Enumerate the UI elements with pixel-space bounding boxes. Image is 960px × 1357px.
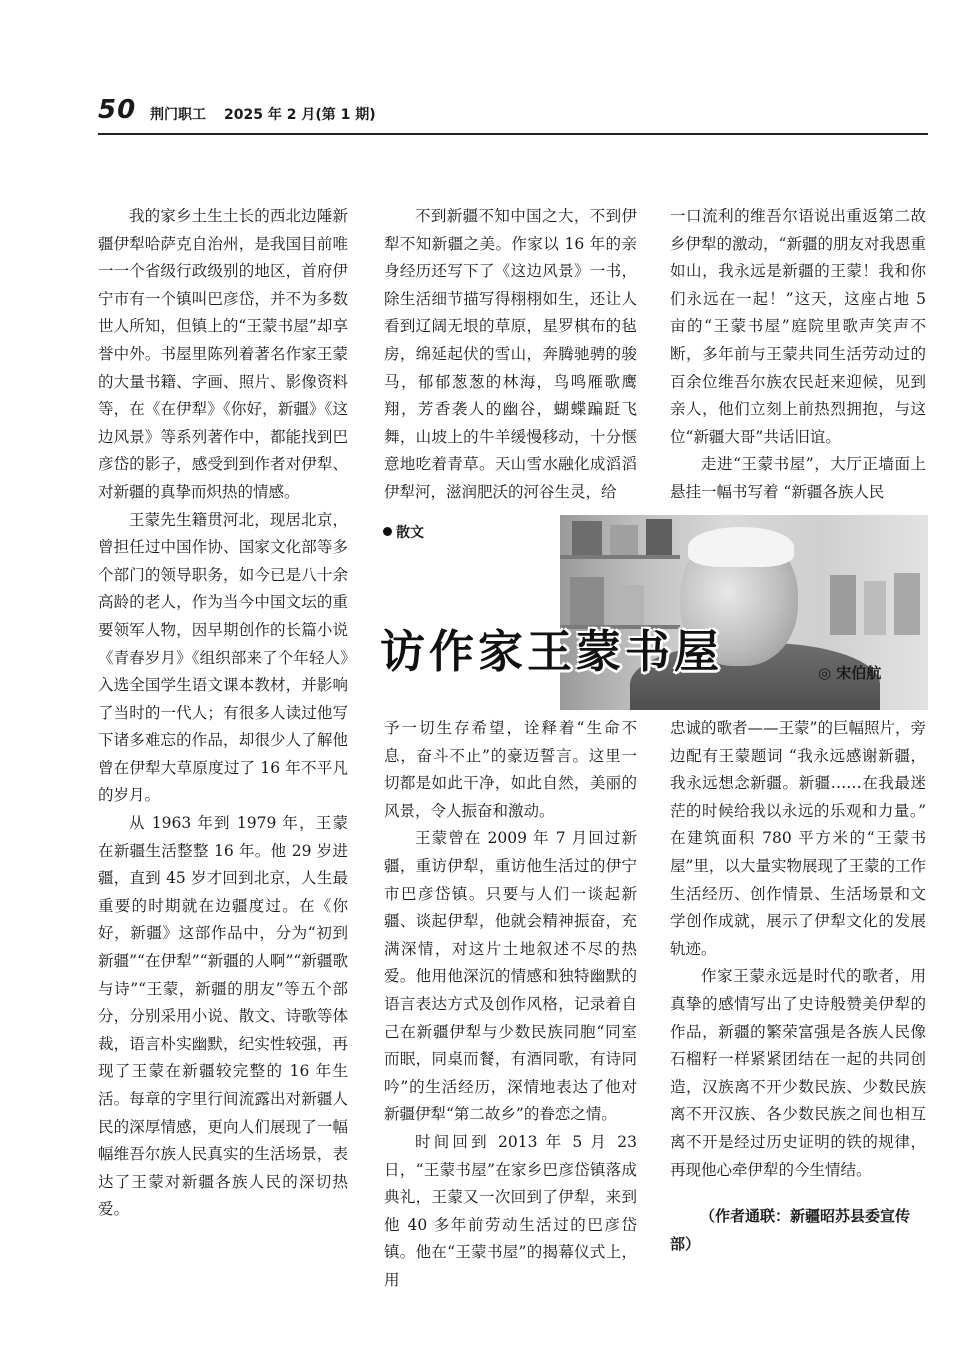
article-title: 访作家王蒙书屋 (380, 625, 724, 678)
column-2-bottom (384, 715, 637, 1294)
paragraph: 王蒙先生籍贯河北，现居北京，曾担任过中国作协、国家文化部等多个部门的领导职务，如今已是八十余高龄的老人，作为当今中国文坛的重要领军人物，因早期创作的长篇小说《青春岁月》《组织部来了个年轻人》入选全国学生语文课本教材，并影响了当时的一代人；有很多人读过他写下诸多难忘的作品，却很少人了解他曾在伊犁大草原度过了 16 年不平凡的岁月。 (98, 510, 348, 805)
book (646, 519, 672, 555)
page-number: 50 (98, 95, 137, 125)
bullet-icon (383, 527, 392, 536)
paragraph: 不到新疆不知中国之大，不到伊犁不知新疆之美。作家以 16 年的亲身经历还写下了《这边风景》一书，除生活细节描写得栩栩如生，还让人看到辽阔无垠的草原，星罗棋布的毡房，绵延起伏的雪山，奔腾驰骋的骏马，郁郁葱葱的林海，鸟鸣雁歌鹰翔，芳香袭人的幽谷，蝴蝶蹁跹飞舞，山坡上的牛羊缓慢移动，十分惬意地吃着青草。天山雪水融化成滔滔伊犁河，滋润肥沃的河谷生灵，给 (384, 207, 637, 501)
book (864, 581, 886, 635)
paragraph: 忠诚的歌者——王蒙”的巨幅照片，旁边配有王蒙题词 “我永远感谢新疆，我永远想念新疆。新疆……在我最迷茫的时候给我以永远的乐观和力量。” 在建筑面积 780 平方米的“王蒙书屋”里，以大量实物展现了王蒙的工作生活经历、创作情景、生活场景和文学创作成就，展示了伊犁文化的发展轨迹。 (670, 719, 926, 958)
shelf (560, 555, 680, 559)
paragraph: 时间回到 2013 年 5 月 23 日，“王蒙书屋”在家乡巴彦岱镇落成典礼，王蒙又一次回到了伊犁，来到他 40 多年前劳动生活过的巴彦岱镇。他在“王蒙书屋”的揭幕仪式上，用 (384, 1132, 637, 1289)
column-3-top (670, 203, 926, 507)
section-tag (383, 522, 424, 542)
book (894, 573, 920, 635)
column-2-top (384, 203, 637, 507)
paragraph: 王蒙曾在 2009 年 7 月回过新疆，重访伊犁，重访他生活过的伊宁市巴彦岱镇。只要与人们一谈起新疆、谈起伊犁，他就会精神振奋，充满深情，对这片土地叙述不尽的热爱。他用他深沉的情感和独特幽默的语言表达方式及创作风格，记录着自己在新疆伊犁与少数民族同胞“同室而眠，同桌而餐，有酒同歌，有诗同吟”的生活经历，深情地表达了他对新疆伊犁“第二故乡”的眷恋之情。 (384, 829, 637, 1124)
column-3-bottom (670, 715, 926, 1184)
paragraph: 予一切生存希望，诠释着“生命不息，奋斗不止”的豪迈誓言。这里一切都是如此干净，如此自然，美丽的风景，令人振奋和激动。 (384, 719, 637, 820)
author-note (670, 1203, 926, 1258)
book (830, 575, 856, 635)
paragraph: 走进“王蒙书屋”，大厅正墙面上悬挂一幅书写着 “新疆各族人民 (670, 455, 926, 501)
section-tag-label: 散文 (396, 525, 424, 541)
header-rule (98, 133, 928, 135)
paragraph: 作家王蒙永远是时代的歌者，用真挚的感情写出了史诗般赞美伊犁的作品，新疆的繁荣富强是各族人民像石榴籽一样紧紧团结在一起的共同创造，汉族离不开少数民族、少数民族离不开汉族、各少数民族之间也相互离不开是经过历史证明的铁的规律，再现他心牵伊犁的今生情结。 (670, 967, 926, 1179)
paragraph: 从 1963 年到 1979 年，王蒙在新疆生活整整 16 年。他 29 岁进疆，直到 45 岁才回到北京，人生最重要的时期就在边疆度过。在《你好，新疆》这部作品中，分为“初到新疆”“在伊犁”“新疆的人啊”“新疆歌与诗”“王蒙，新疆的朋友”等五个部分，分别采用小说、散文、诗歌等体裁，语言朴实幽默，纪实性较强，再现了王蒙在新疆较完整的 16 年生活。每章的字里行间流露出对新疆人民的深厚情感，更向人们展现了一幅幅维吾尔族人民真实的生活场景，表达了王蒙对新疆各族人民的深切热爱。 (98, 814, 348, 1219)
byline: ◎ 宋伯航 (818, 664, 882, 682)
issue-date: 2025 年 2 月(第 1 期) (224, 107, 376, 123)
book (572, 521, 602, 555)
paragraph: 我的家乡土生土长的西北边陲新疆伊犁哈萨克自治州，是我国目前唯一一个省级行政级别的地区，首府伊宁市有一个镇叫巴彦岱，并不为多数世人所知，但镇上的“王蒙书屋”却享誉中外。书屋里陈列着著名作家王蒙的大量书籍、字画、照片、影像资料等，在《在伊犁》《你好，新疆》《这边风景》等系列著作中，都能找到巴彦岱的影子，感受到到作者对伊犁、对新疆的真挚而炽热的情感。 (98, 207, 348, 501)
page-header (98, 95, 928, 131)
magazine-name: 荆门职工 (150, 107, 206, 123)
author-note-text: （作者通联：新疆昭苏县委宣传部） (670, 1207, 911, 1253)
column-1 (98, 203, 348, 1224)
paragraph: 一口流利的维吾尔语说出重返第二故乡伊犁的激动，“新疆的朋友对我恩重如山，我永远是新疆的王蒙！我和你们永远在一起！”这天，这座占地 5 亩的“王蒙书屋”庭院里歌声笑声不断，多年前与王蒙共同生活劳动过的百余位维吾尔族农民赶来迎候，见到亲人，他们立刻上前热烈拥抱，与这位“新疆大哥”共话旧谊。 (670, 207, 926, 446)
portrait-hair (688, 527, 794, 567)
book (610, 525, 638, 555)
